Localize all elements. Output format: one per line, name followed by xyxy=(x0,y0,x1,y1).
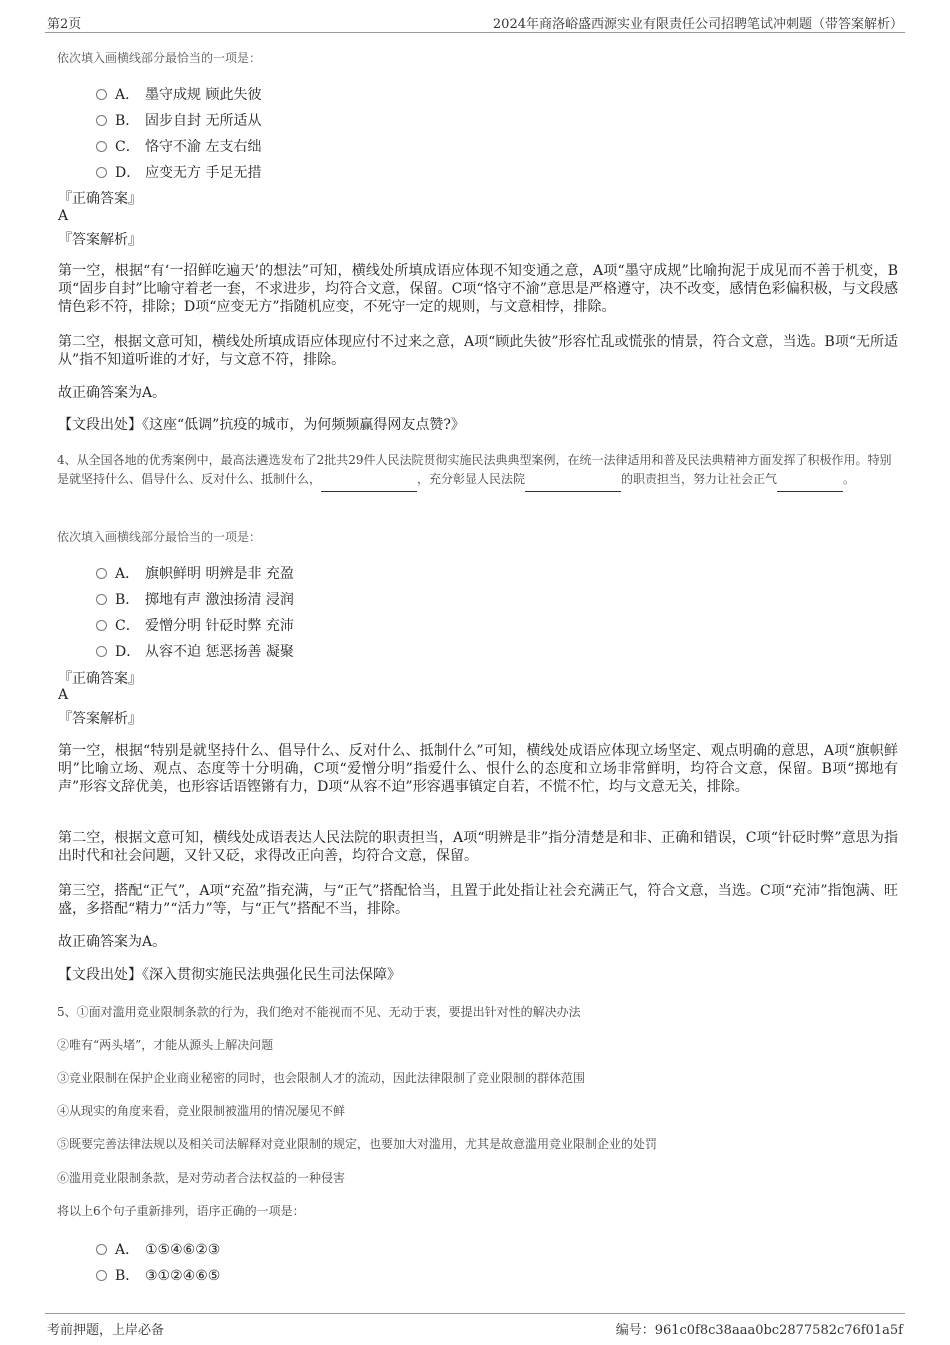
q3-option-c[interactable]: C． 恪守不渝 左支右绌 xyxy=(96,136,261,156)
radio-icon[interactable] xyxy=(96,646,107,657)
footer-slogan: 考前押题，上岸必备 xyxy=(47,1323,165,1338)
q5-sentence-2: ②唯有“两头堵”，才能从源头上解决问题 xyxy=(57,1038,274,1052)
q5-option-b[interactable]: B． ③①②④⑥⑤ xyxy=(96,1265,220,1285)
radio-icon[interactable] xyxy=(96,620,107,631)
q3-analysis-p2: 第二空，根据文意可知，横线处所填成语应体现应付不过来之意，A项“顾此失彼”形容忙乱或慌张的情景，符合文意，当选。B项“无所适从”指不知道听谁的才好，与文意不符，排除。 xyxy=(58,334,898,368)
q4-prompt: 依次填入画横线部分最恰当的一项是： xyxy=(57,530,262,544)
q3-answer-label: 『正确答案』 xyxy=(58,191,142,207)
q4-analysis-p2: 第二空，根据文意可知，横线处成语表达人民法院的职责担当，A项“明辨是非”指分清楚是和非、正确和错误，C项“针砭时弊”意思为指出时代和社会问题，又针又砭，求得改正向善，均符合文意，保留。 xyxy=(58,830,898,864)
radio-icon[interactable] xyxy=(96,1244,107,1255)
q5-sentence-3: ③竞业限制在保护企业商业秘密的同时，也会限制人才的流动，因此法律限制了竞业限制的群体范围 xyxy=(57,1071,586,1085)
q5-sentence-1: 5、①面对滥用竞业限制条款的行为，我们绝对不能视而不见、无动于衷，要提出针对性的解决办法 xyxy=(57,1005,581,1019)
radio-icon[interactable] xyxy=(96,89,107,100)
q4-analysis-p3: 第三空，搭配“正气”，A项“充盈”指充满，与“正气”搭配恰当，且置于此处指让社会充满正气，符合文意，当选。C项“充沛”指饱满、旺盛，多搭配“精力”“活力”等，与“正气”搭配不当，排除。 xyxy=(58,883,898,917)
page-header xyxy=(45,10,905,33)
page-number: 第2页 xyxy=(47,17,82,32)
q3-analysis-label: 『答案解析』 xyxy=(58,232,142,248)
q4-answer-label: 『正确答案』 xyxy=(58,671,142,687)
q4-option-c[interactable]: C． 爱憎分明 针砭时弊 充沛 xyxy=(96,615,294,635)
q3-source: 【文段出处】《这座“低调”抗疫的城市，为何频频赢得网友点赞?》 xyxy=(58,417,465,433)
q4-option-d[interactable]: D． 从容不迫 惩恶扬善 凝聚 xyxy=(96,641,294,661)
page-footer xyxy=(45,1313,905,1340)
q3-option-b[interactable]: B． 固步自封 无所适从 xyxy=(96,110,261,130)
radio-icon[interactable] xyxy=(96,594,107,605)
q3-option-d[interactable]: D． 应变无方 手足无措 xyxy=(96,162,261,182)
q4-answer: A xyxy=(58,687,69,703)
radio-icon[interactable] xyxy=(96,568,107,579)
q4-analysis-conclusion: 故正确答案为A。 xyxy=(58,934,167,950)
q5-sentence-4: ④从现实的角度来看，竞业限制被滥用的情况屡见不鲜 xyxy=(57,1104,346,1118)
q5-sentence-5: ⑤既要完善法律法规以及相关司法解释对竞业限制的规定，也要加大对滥用，尤其是故意滥用竞业限制企业的处罚 xyxy=(57,1137,658,1151)
q4-analysis-p1: 第一空，根据“特别是就坚持什么、倡导什么、反对什么、抵制什么”可知，横线处成语应体现立场坚定、观点明确的意思，A项“旗帜鲜明”比喻立场、观点、态度等十分明确，C项“爱憎分明”指爱什么、恨什么的态度和立场非常鲜明，均符合文意，保留。B项“掷地有声”形容文辞优美，也形容话语铿锵有力，D项“从容不迫”形容遇事镇定自若，不慌不忙，均与文意无关，排除。 xyxy=(58,743,898,795)
blank-3 xyxy=(777,472,843,492)
q4-stem: 4、从全国各地的优秀案例中，最高法遴选发布了2批共29件人民法院贯彻实施民法典典型案例，在统一法律适用和普及民法典精神方面发挥了积极作用。特别是就坚持什么、倡导什么、反对什么、抵制什么， ，充分彰显人民法院 的职责担当，努力让社会正气 。 xyxy=(57,451,902,492)
q5-sentence-6: ⑥滥用竞业限制条款，是对劳动者合法权益的一种侵害 xyxy=(57,1171,346,1185)
blank-1 xyxy=(321,472,417,492)
q5-prompt: 将以上6个句子重新排列，语序正确的一项是： xyxy=(57,1204,305,1218)
q3-option-a[interactable]: A． 墨守成规 顾此失彼 xyxy=(96,84,261,104)
document-id: 编号：961c0f8c38aaa0bc2877582c76f01a5f xyxy=(615,1323,903,1338)
document-title: 2024年商洛峪盛西源实业有限责任公司招聘笔试冲刺题（带答案解析） xyxy=(492,17,903,32)
blank-2 xyxy=(525,472,621,492)
radio-icon[interactable] xyxy=(96,141,107,152)
q5-option-a[interactable]: A． ①⑤④⑥②③ xyxy=(96,1239,220,1259)
radio-icon[interactable] xyxy=(96,115,107,126)
q3-analysis-p1: 第一空，根据“有‘一招鲜吃遍天’的想法”可知，横线处所填成语应体现不知变通之意，A项“墨守成规”比喻拘泥于成见而不善于机变，B项“固步自封”比喻守着老一套，不求进步，均符合文意，保留。C项“恪守不渝”意思是严格遵守，决不改变，感情色彩偏积极，与文段感情色彩不符，排除；D项“应变无方”指随机应变，不死守一定的规则，与文意相悖，排除。 xyxy=(58,263,898,315)
q4-option-a[interactable]: A． 旗帜鲜明 明辨是非 充盈 xyxy=(96,563,294,583)
q4-option-b[interactable]: B． 掷地有声 激浊扬清 浸润 xyxy=(96,589,294,609)
q4-source: 【文段出处】《深入贯彻实施民法典强化民生司法保障》 xyxy=(58,967,401,983)
q3-answer: A xyxy=(58,208,69,224)
q3-prompt: 依次填入画横线部分最恰当的一项是： xyxy=(57,51,262,65)
radio-icon[interactable] xyxy=(96,1270,107,1281)
radio-icon[interactable] xyxy=(96,167,107,178)
q4-analysis-label: 『答案解析』 xyxy=(58,711,142,727)
q3-analysis-conclusion: 故正确答案为A。 xyxy=(58,385,167,401)
